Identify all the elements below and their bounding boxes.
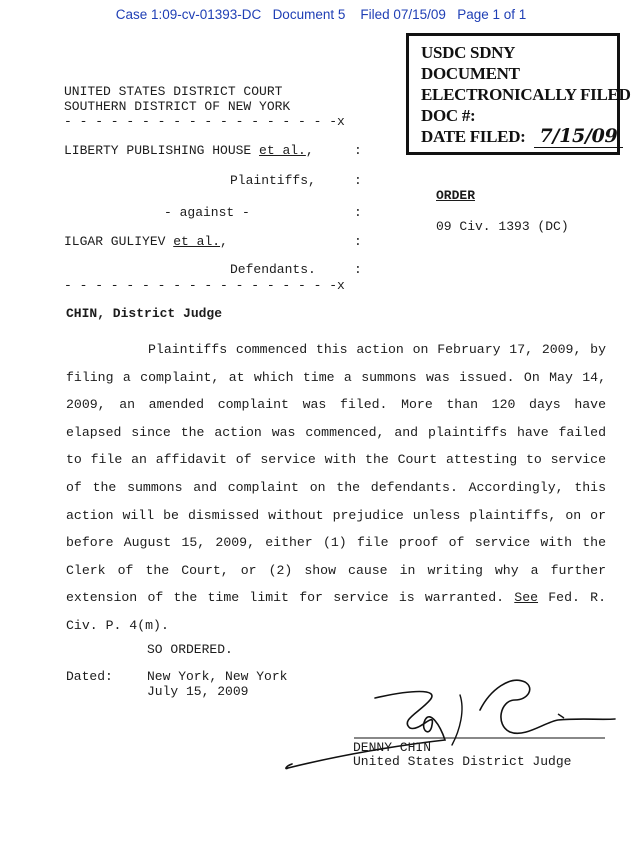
- defendant-name: ILGAR GULIYEV: [64, 234, 166, 249]
- order-body-paragraph: [66, 336, 606, 640]
- caption-colon-5: :: [354, 262, 362, 277]
- caption-colon-4: :: [354, 234, 362, 249]
- against-label: - against -: [164, 205, 250, 220]
- court-name-line1: UNITED STATES DISTRICT COURT: [64, 84, 283, 99]
- see-signal: See: [514, 590, 539, 606]
- case-number: Case 1:09-cv-01393-DC: [115, 7, 262, 22]
- document-number: Document 5: [272, 7, 346, 22]
- signatory-name: DENNY CHIN: [353, 740, 432, 755]
- rule-citation: Fed. R. Civ. P. 4(m).: [66, 590, 606, 633]
- page-number: Page 1 of 1: [457, 7, 527, 22]
- caption-colon-3: :: [354, 205, 362, 220]
- stamp-date-label: DATE FILED:: [421, 127, 526, 146]
- defendants-label: Defendants.: [230, 262, 316, 277]
- caption-colon-2: :: [354, 173, 362, 188]
- caption-divider-top: - - - - - - - - - - - - - - - - - -x: [64, 114, 345, 129]
- stamp-line-date-filed: [421, 126, 617, 147]
- so-ordered: SO ORDERED.: [147, 642, 233, 657]
- order-body-text: Plaintiffs commenced this action on February 17, 2009, by filing a complaint, at which time a summons was issued. On May 14, 2009, an amended complaint was filed. More than 120 days have elapsed since the action was commenced, and plaintiffs have failed to file an affidavit of service with the Court attesting to service of the summons and complaint on the defendants. Accordingly, this action will be dismissed without prejudice unless plaintiffs, on or before August 15, 2009, either (1) file proof of service with the Clerk of the Court, or (2) show cause in writing why a further extension of the time limit for service is warranted.: [66, 342, 606, 606]
- plaintiff-et-al: et al.: [259, 143, 306, 158]
- plaintiffs-label: Plaintiffs,: [230, 173, 316, 188]
- dated-label: Dated:: [66, 669, 113, 684]
- filing-stamp: [406, 33, 631, 155]
- civil-action-number: 09 Civ. 1393 (DC): [436, 219, 569, 234]
- caption-divider-bottom: - - - - - - - - - - - - - - - - - -x: [64, 278, 345, 293]
- stamp-line-court: USDC SDNY: [421, 43, 516, 62]
- caption-colon-1: :: [354, 143, 362, 158]
- dated-place: New York, New York: [147, 669, 288, 684]
- order-title: ORDER: [436, 188, 476, 203]
- defendant-et-al: et al.: [173, 234, 221, 249]
- ecf-header: [0, 7, 642, 22]
- dated-date: July 15, 2009: [147, 684, 249, 699]
- stamp-line-doc-number: DOC #:: [421, 106, 476, 125]
- signatory-title: United States District Judge: [353, 754, 572, 769]
- stamp-line-electronic: ELECTRONICALLY FILED: [421, 85, 631, 104]
- filed-date: Filed 07/15/09: [360, 7, 446, 22]
- court-name-line2: SOUTHERN DISTRICT OF NEW YORK: [64, 99, 291, 114]
- defendant-line: ILGAR GULIYEV et al.,: [64, 234, 228, 249]
- plaintiff-name: LIBERTY PUBLISHING HOUSE: [64, 143, 252, 158]
- stamp-line-document: DOCUMENT: [421, 64, 520, 83]
- stamp-date-value: 7/15/09: [534, 125, 624, 148]
- judge-heading: CHIN, District Judge: [66, 306, 223, 321]
- plaintiff-line: LIBERTY PUBLISHING HOUSE et al.,: [64, 143, 314, 158]
